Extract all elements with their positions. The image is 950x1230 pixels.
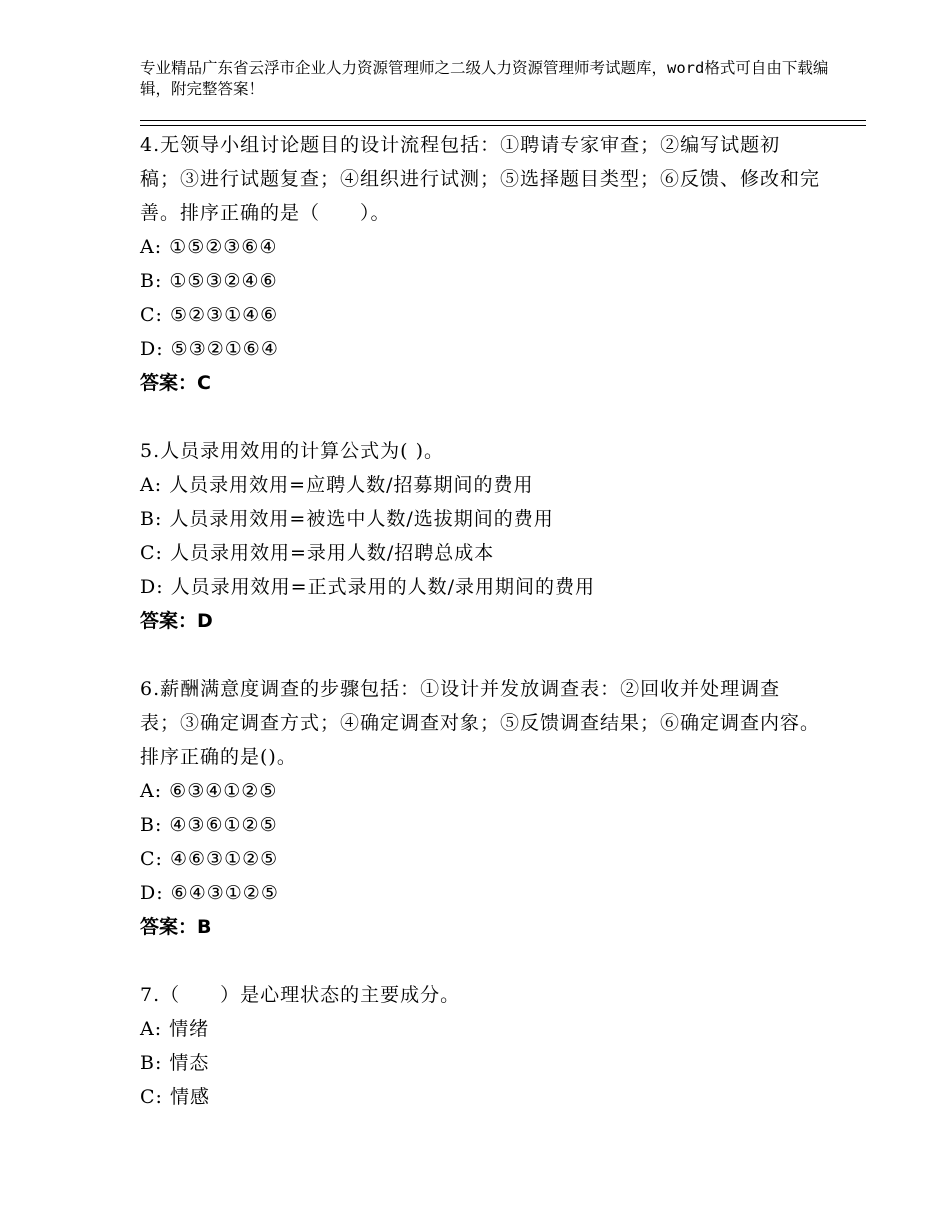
option-d: D: ⑥④③①②⑤ xyxy=(140,882,279,904)
answer-label: 答案：B xyxy=(140,916,212,938)
option-a: A: ①⑤②③⑥④ xyxy=(140,236,278,258)
answer-label: 答案：C xyxy=(140,372,211,394)
option-d: D: ⑤③②①⑥④ xyxy=(140,338,279,360)
question-list xyxy=(140,128,820,1148)
option-a: A: 人员录用效用=应聘人数/招募期间的费用 xyxy=(140,474,534,496)
option-b: B: ①⑤③②④⑥ xyxy=(140,270,278,292)
question-4 xyxy=(140,128,820,400)
header-rule-top xyxy=(140,120,866,121)
option-a: A: 情绪 xyxy=(140,1018,210,1040)
answer-label: 答案：D xyxy=(140,610,213,632)
question-stem: 7.（ ）是心理状态的主要成分。 xyxy=(140,984,461,1006)
option-c: C: 人员录用效用=录用人数/招聘总成本 xyxy=(140,542,495,564)
header-rule-bottom xyxy=(140,125,866,126)
option-c: C: ⑤②③①④⑥ xyxy=(140,304,279,326)
option-b: B: 情态 xyxy=(140,1052,210,1074)
option-c: C: ④⑥③①②⑤ xyxy=(140,848,279,870)
question-stem: 4.无领导小组讨论题目的设计流程包括：①聘请专家审查；②编写试题初稿；③进行试题复查；④组织进行试测；⑤选择题目类型；⑥反馈、修改和完善。排序正确的是（ ）。 xyxy=(140,134,821,224)
option-b: B: 人员录用效用=被选中人数/选拔期间的费用 xyxy=(140,508,554,530)
question-5 xyxy=(140,434,820,638)
option-c: C: 情感 xyxy=(140,1086,210,1108)
question-7 xyxy=(140,978,820,1114)
question-stem: 5.人员录用效用的计算公式为( )。 xyxy=(140,440,444,462)
question-stem: 6.薪酬满意度调查的步骤包括：①设计并发放调查表：②回收并处理调查表；③确定调查方式；④确定调查对象；⑤反馈调查结果；⑥确定调查内容。排序正确的是()。 xyxy=(140,678,821,768)
page-header: 专业精品广东省云浮市企业人力资源管理师之二级人力资源管理师考试题库，word格式可自由下载编辑，附完整答案！ xyxy=(140,59,829,98)
question-6 xyxy=(140,672,820,944)
option-a: A: ⑥③④①②⑤ xyxy=(140,780,278,802)
option-d: D: 人员录用效用=正式录用的人数/录用期间的费用 xyxy=(140,576,595,598)
option-b: B: ④③⑥①②⑤ xyxy=(140,814,278,836)
